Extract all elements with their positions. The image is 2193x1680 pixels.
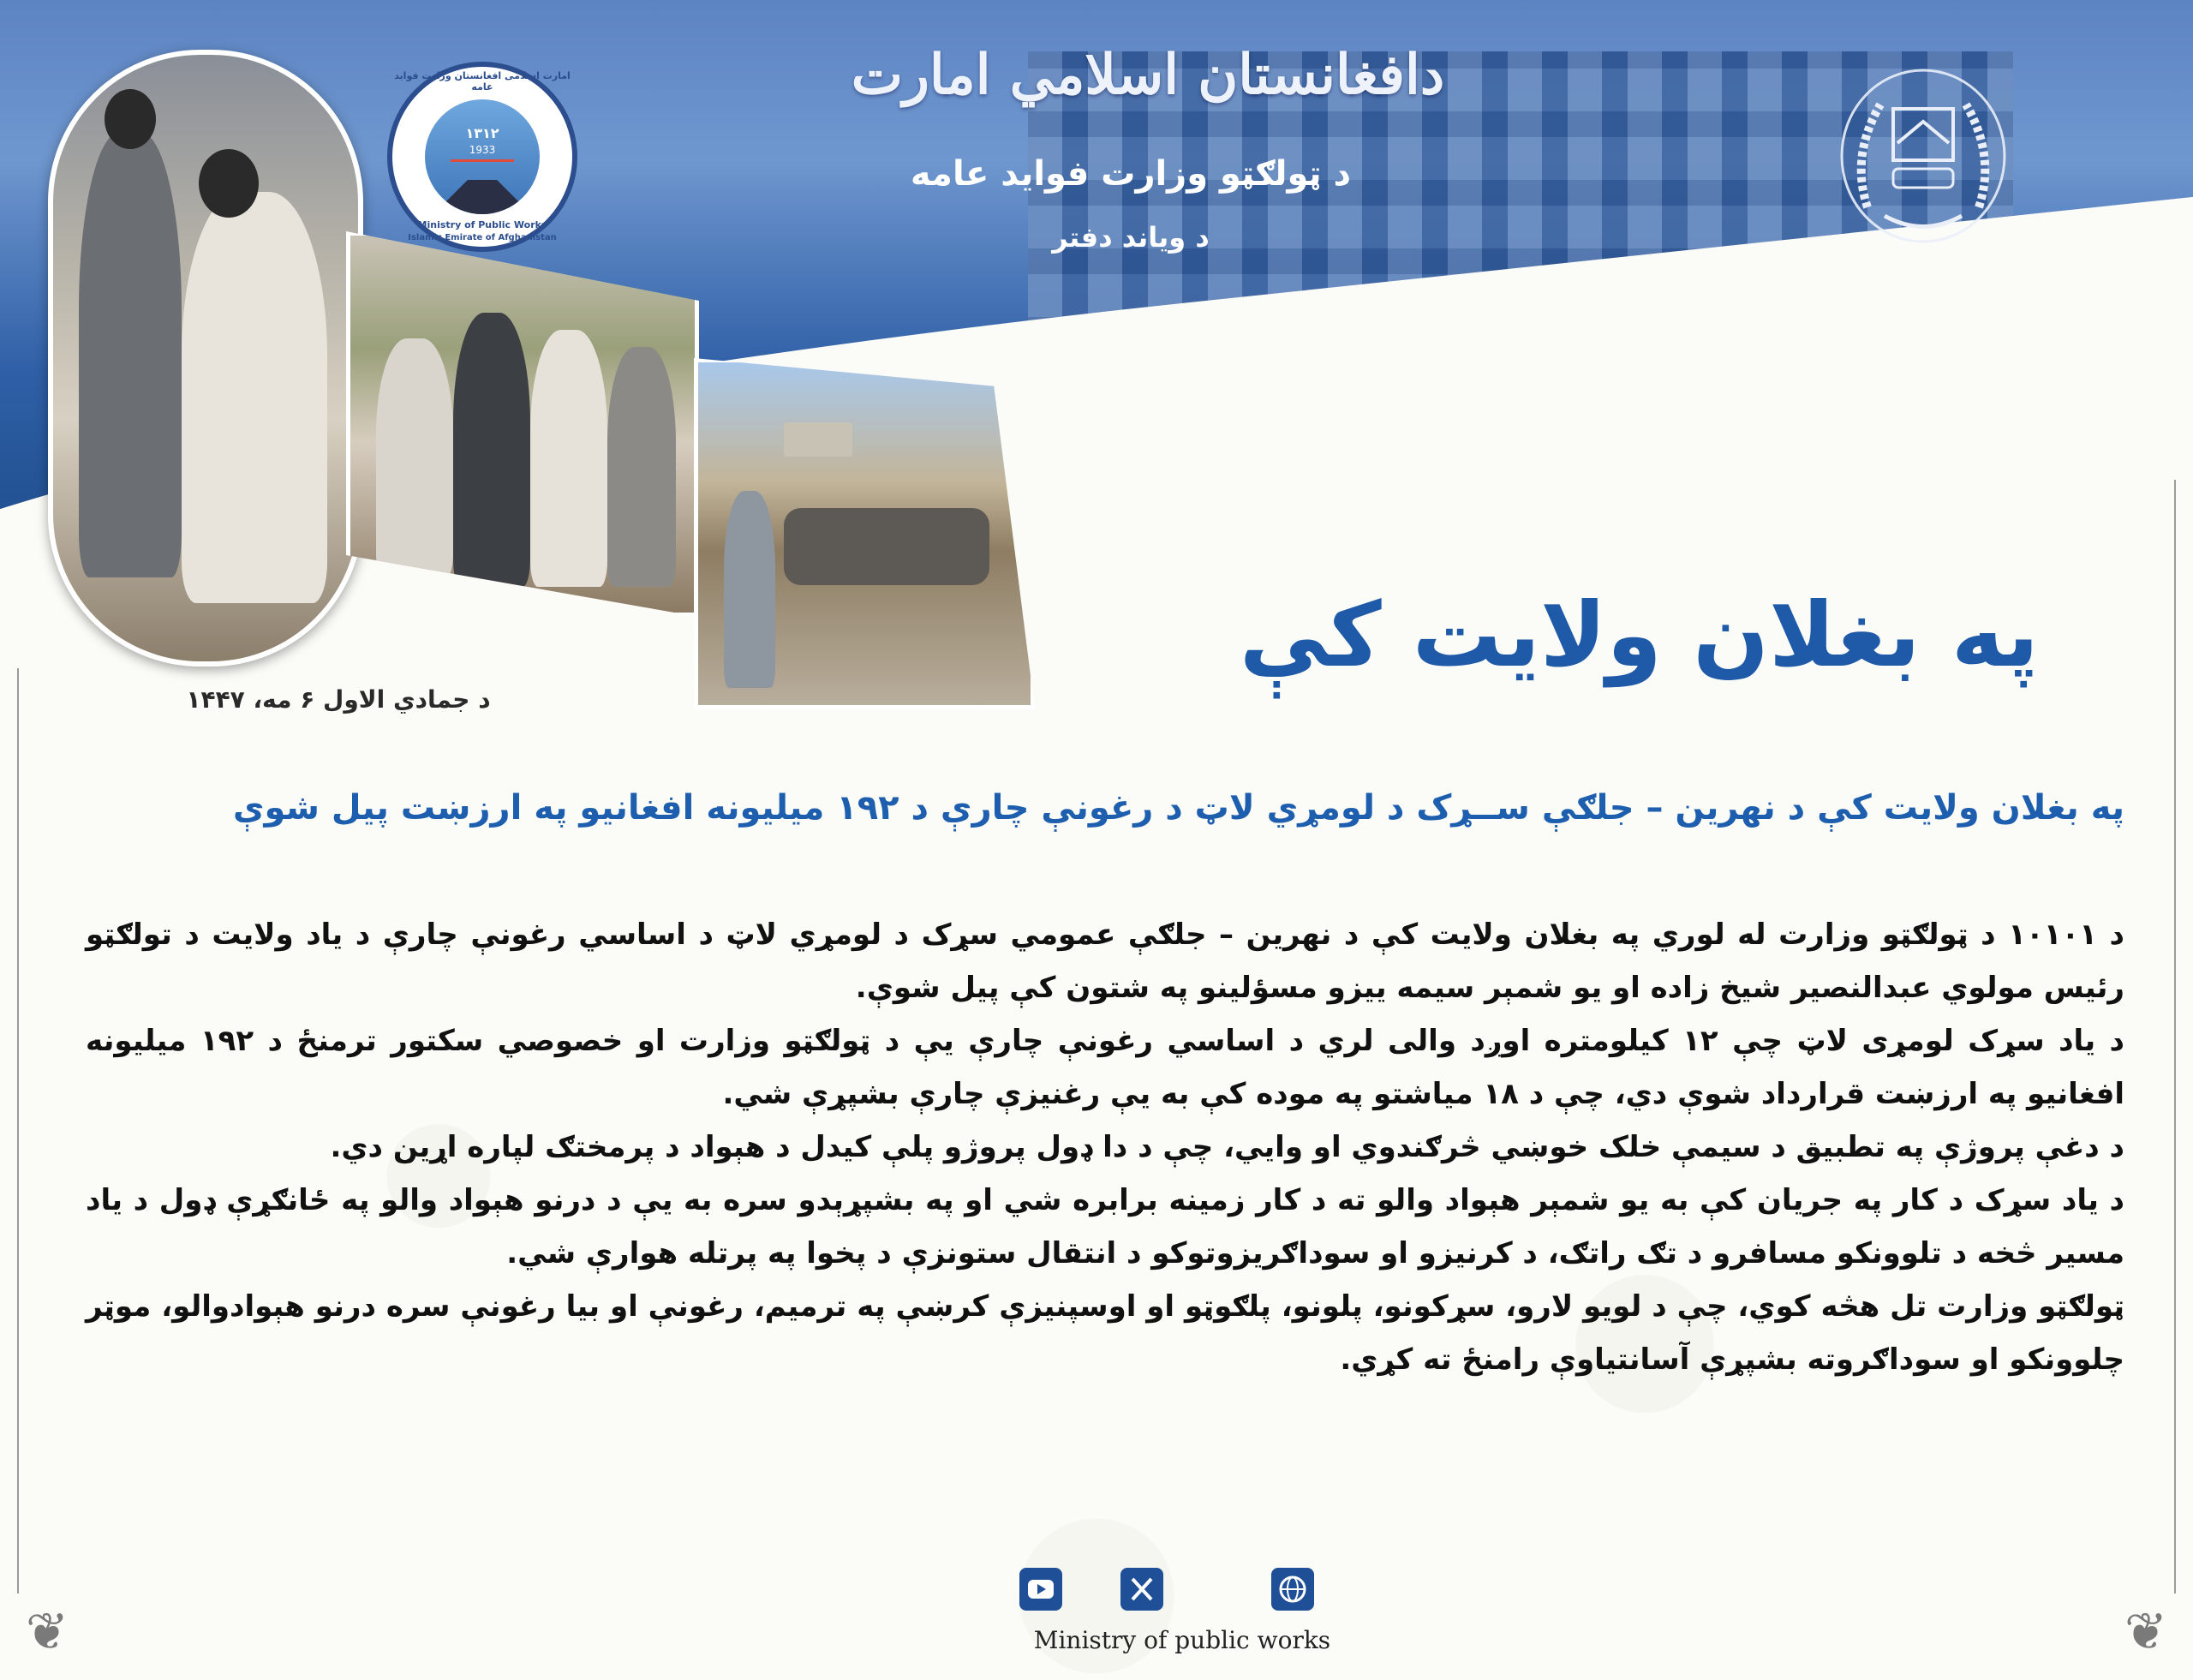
emirate-emblem-icon (1833, 62, 2013, 250)
corner-ornament-icon: ❦ (25, 1602, 69, 1662)
logo-year-hijri: ۱۳۱۲ (465, 125, 499, 141)
social-links (1019, 1568, 1328, 1619)
date-line: د جمادي الاول ۶ مه، ۱۴۴۷ (186, 685, 491, 714)
logo-ring-text-en2: Islamic Emirate of Afghanistan (408, 233, 557, 242)
photo-site-crowd (694, 358, 1035, 709)
ministry-logo (387, 62, 577, 252)
emirate-title: دافغانستان اسلامي امارت (851, 43, 1445, 107)
news-body (86, 908, 2124, 1386)
right-border-line (2174, 480, 2176, 1593)
x-twitter-icon[interactable] (1120, 1568, 1163, 1611)
road-icon (433, 180, 531, 214)
office-title: د ویاند دفتر (1052, 221, 1210, 254)
news-subtitle: په بغلان ولایت کې د نهرین – جلګې ســړک د لومړي لاټ د رغونې چارې د ۱۹۲ میلیونه افغانیو په ارزښت پیل شوې (232, 788, 2124, 828)
headline: په بغلان ولایت کې (1239, 583, 2039, 687)
corner-ornament-icon: ❦ (2124, 1602, 2168, 1662)
photo-ceremony-closeup (48, 50, 363, 667)
ministry-title: د ټولګټو وزارت فواید عامه (910, 154, 1352, 194)
logo-ring-text-pashto: امارت اسلامی افغانستان وزارت فواید عامه (394, 70, 571, 93)
body-paragraph: ټولګټو وزارت تل هڅه کوي، چې د لویو لارو، سړکونو، پلونو، پلګوټو او اوسپنیزې کرښې په ترمیم، رغونې او بیا رغونې سره درنو هېوادوالو، موټر چلوونکو او سوداګروته بشپړې آسانتیاوې رامنځ ته کړي. (86, 1289, 2124, 1377)
body-paragraph: د ۱۰۱۰۱ د ټولګټو وزارت له لوري په بغلان ولایت کې د نهرین – جلګې عمومي سړک د لومړي لاټ د اساسي رغونې چارې د یاد ولایت د تولګټو رئیس مولوي عبدالنصیر شیخ زاده او یو شمېر سیمه ییزو مسؤلینو په شتون کې پیل شوې. (86, 918, 2124, 1005)
bridge-icon (451, 159, 514, 179)
body-paragraph: د یاد سړک لومړی لاټ چې ۱۲ کیلومتره اوږد والی لري د اساسي رغونې چارې یې د ټولګټو وزارت او خصوصي سکتور ترمنځ د ۱۹۲ میلیونه افغانیو په ارزښت قرارداد شوې دي، چې د ۱۸ میاشتو په موده کې به یې رغنیزې چارې بشپړې شي. (86, 1024, 2124, 1111)
logo-inner-circle (425, 99, 540, 214)
globe-website-icon[interactable] (1271, 1568, 1314, 1611)
body-paragraph: د دغې پروژې په تطبیق د سیمې خلک خوښي څرګندوي او وایي، چې د دا ډول پروژو پلې کیدل د هېواد د پرمختګ لپاره اړین دي. (330, 1130, 2124, 1164)
logo-year-gregorian: 1933 (469, 144, 496, 156)
body-paragraph: د یاد سړک د کار په جریان کې به یو شمېر هېواد والو ته د کار زمینه برابره شي او په بشپړېدو سره به یې د درنو هېواد والو په ځانګړې ډول د یاد مسیر څخه د تلوونکو مسافرو د تګ راتګ، د کرنیزو او سوداګریزوتوکو د انتقال ستونزې د پخوا په پرتله هوارې شي. (86, 1183, 2124, 1270)
youtube-icon[interactable] (1019, 1568, 1062, 1611)
footer-label: Ministry of public works (1033, 1626, 1331, 1654)
logo-ring-text-en: Ministry of Public Works (417, 219, 547, 230)
left-border-line (17, 668, 19, 1593)
